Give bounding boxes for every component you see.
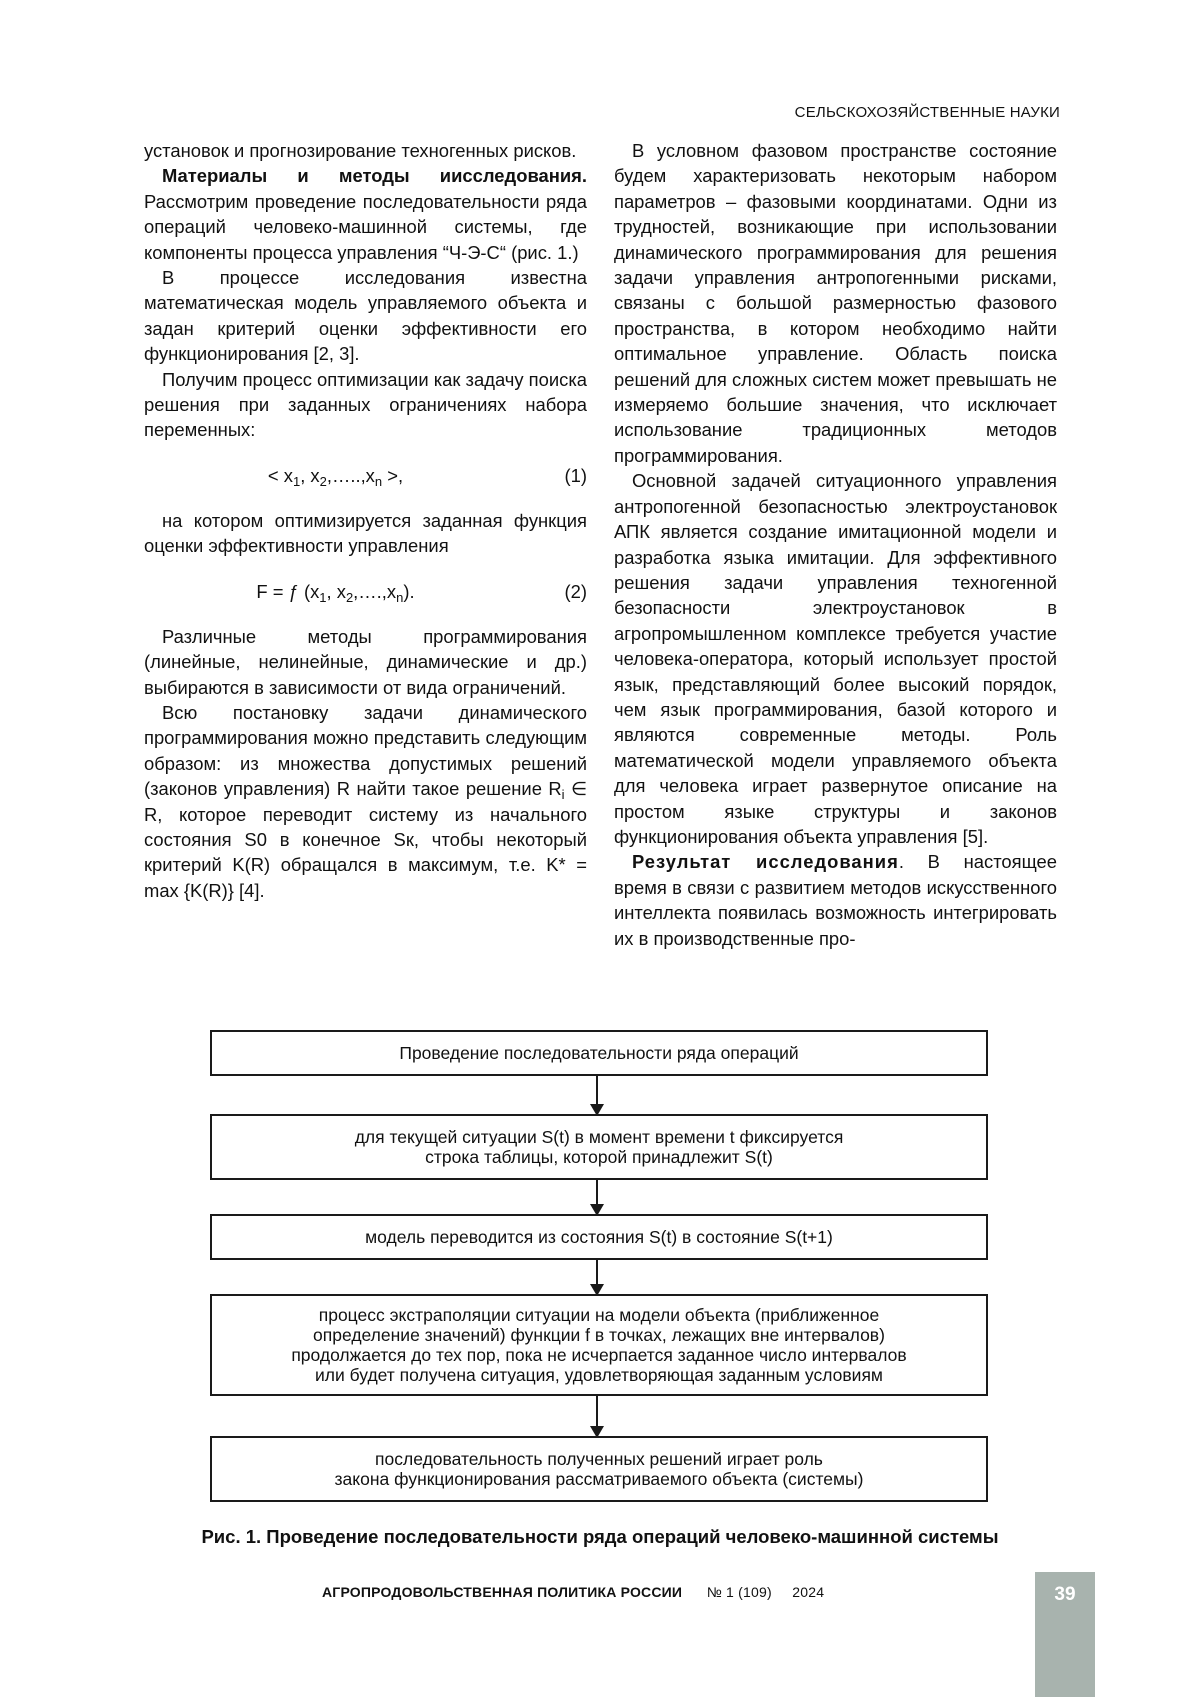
paragraph: на котором оптимизируется заданная функция оценки эффективности управления: [144, 509, 587, 557]
paragraph: В процессе исследования известна математическая модель управляемого объекта и задан критерий оценки эффективности его функционирования [2, 3].: [144, 267, 587, 365]
paragraph: Получим процесс оптимизации как задачу поиска решения при заданных ограничениях набора переменных:: [144, 368, 587, 441]
section-header: СЕЛЬСКОХОЗЯЙСТВЕННЫЕ НАУКИ: [794, 104, 1060, 121]
equation-formula: < $x_1$, $x_2,\dots..,x_n$ >,: [267, 464, 404, 489]
right-column: [614, 138, 1057, 951]
paragraph-text: . В настоящее время в связи с развитием методов искусственного интеллекта появилась возможность интегрировать их в производственные про-: [614, 851, 1057, 949]
equation-formula: F = ƒ ($x_1$, $x_2,\dots.,x_n$).: [256, 580, 415, 605]
paragraph: Основной задачей ситуационного управления антропогенной безопасностью электроустановок АПК является создание имитационной модели и разработка языка имитации. Для эффективного решения задачи управления техногенной безопасности электроустановок в агропромышленном комплексе требуется участие человека-оператора, который использует простой язык, представляющий более высокий порядок, чем язык программирования, базой которого и являются современные методы. Роль математической модели управляемого объекта для человека играет развернутое описание на простом языке структуры и законов функционирования объекта управления [5].: [614, 470, 1057, 847]
flow-box-3: модель переводится из состояния S(t) в состояние S(t+1): [210, 1214, 988, 1260]
equation-number: (2): [564, 580, 587, 602]
flow-box-5: последовательность полученных решений играет роль закона функционирования рассматриваемого объекта (системы): [210, 1436, 988, 1502]
page-number: 39: [1054, 1584, 1076, 1605]
journal-name: АГРОПРОДОВОЛЬСТВЕННАЯ ПОЛИТИКА РОССИИ: [322, 1584, 683, 1600]
paragraph: установок и прогнозирование техногенных рисков.: [144, 140, 577, 161]
flow-arrow: [596, 1394, 598, 1436]
paragraph: В условном фазовом пространстве состояние будем характеризовать некоторым набором параметров – фазовыми координатами. Одни из трудностей, возникающие при использовании динамического программирования для решения задачи управления антропогенными рисками, связаны с большой размерностью фазового пространства, в котором необходимо найти оптимальное управление. Область поиска решений для сложных систем может превышать не измеряемо большие значения, что исключает использование традиционных методов программирования.: [614, 140, 1057, 466]
section-heading: Материалы и методы иисследования.: [162, 165, 587, 187]
flowchart: [210, 1030, 988, 1505]
issue-number: № 1 (109): [706, 1584, 772, 1600]
footer: [322, 1584, 824, 1600]
page-number-tab: [1035, 1572, 1095, 1697]
left-column: [144, 138, 587, 903]
paragraph-results: [614, 849, 1057, 951]
flow-arrow: [596, 1074, 598, 1114]
paragraph-text: Рассмотрим проведение последовательности ряда операций человеко-машинной системы, где компоненты процесса управления “Ч-Э-С“ (рис. 1.): [144, 190, 587, 263]
paragraph: Различные методы программирования (линейные, нелинейные, динамические и др.) выбираются в зависимости от вида ограничений.: [144, 625, 587, 698]
equation-number: (1): [564, 464, 587, 486]
section-heading: Результат исследования: [632, 851, 899, 873]
equation-2: [144, 579, 587, 604]
flow-arrow: [596, 1258, 598, 1294]
issue-year: 2024: [792, 1584, 825, 1600]
flow-box-2: для текущей ситуации S(t) в момент времени t фиксируется строка таблицы, которой принадлежит S(t): [210, 1114, 988, 1180]
figure-caption: Рис. 1. Проведение последовательности ряда операций человеко-машинной системы: [201, 1526, 999, 1547]
flow-box-4: процесс экстраполяции ситуации на модели объекта (приближенное определение значений) функции f в точках, лежащих вне интервалов) продолжается до тех пор, пока не исчерпается заданное число интервалов или будет получена ситуация, удовлетворяющая заданным условиям: [210, 1294, 988, 1396]
flow-arrow: [596, 1178, 598, 1214]
equation-1: [144, 463, 587, 488]
paragraph: Всю постановку задачи динамического программирования можно представить следующим образом: из множества допустимых решений (законов управления) R найти такое решение $R_i$ ∈ R, которое переводит систему из начального состояния S0 в конечное Sк, чтобы некоторый критерий K(R) обращался в максимум, т.е. K* = max {K(R)} [4].: [144, 701, 587, 901]
paragraph-methods: [144, 163, 587, 265]
flow-box-1: Проведение последовательности ряда операций: [210, 1030, 988, 1076]
